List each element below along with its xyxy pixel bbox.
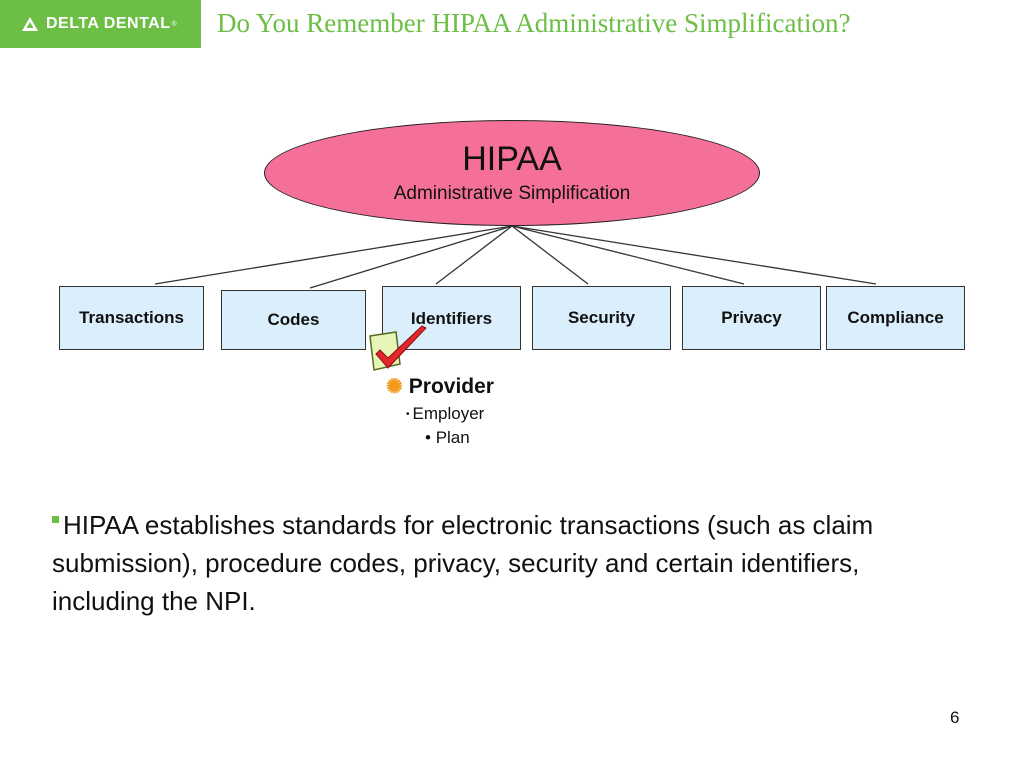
role-plan-label: Plan	[435, 428, 470, 447]
identifier-roles	[386, 372, 546, 452]
role-plan	[425, 428, 470, 448]
bullet-icon: •	[406, 409, 410, 421]
box-codes: Codes	[221, 290, 366, 350]
role-provider	[386, 374, 494, 399]
box-privacy: Privacy	[682, 286, 821, 350]
role-provider-label: Provider	[408, 375, 494, 398]
body-text: HIPAA establishes standards for electronic transactions (such as claim submission), procedure codes, privacy, security and certain identifiers, including the NPI.	[52, 510, 874, 616]
square-bullet-icon	[52, 516, 59, 523]
logo-registered-mark: ®	[171, 20, 177, 28]
box-identifiers: Identifiers	[382, 286, 521, 350]
logo-text: DELTA DENTAL	[46, 15, 171, 32]
bullet-icon: •	[425, 428, 436, 447]
root-title: HIPAA	[462, 140, 562, 178]
role-employer-label: Employer	[412, 404, 485, 423]
slide-title: Do You Remember HIPAA Administrative Simplification?	[217, 8, 851, 38]
checkmark-icon	[366, 324, 430, 376]
role-employer	[406, 404, 484, 424]
root-subtitle: Administrative Simplification	[393, 183, 631, 204]
box-compliance: Compliance	[826, 286, 965, 350]
body-paragraph	[52, 506, 932, 620]
box-security: Security	[532, 286, 671, 350]
asterisk-flower-icon: ✺	[386, 376, 403, 398]
hipaa-root-node	[264, 120, 760, 226]
box-transactions: Transactions	[59, 286, 204, 350]
page-number: 6	[950, 708, 960, 727]
